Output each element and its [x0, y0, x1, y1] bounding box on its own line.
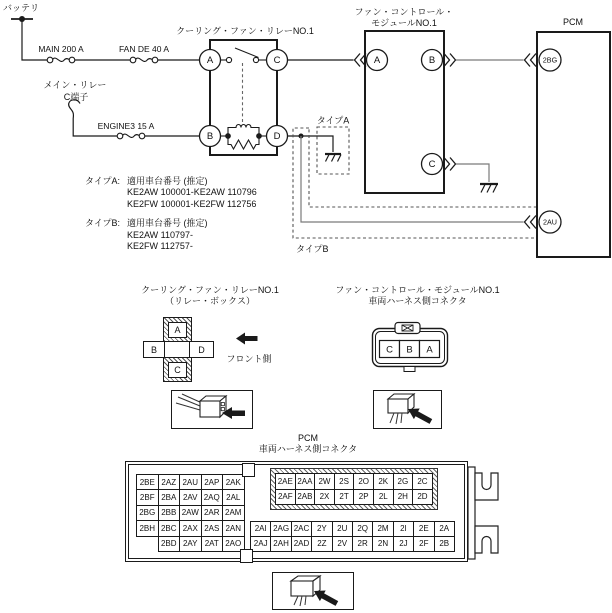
relay-socket-b: B: [143, 341, 165, 358]
applicability-notes: [85, 176, 257, 260]
main-relay-label-line1: メイン・リレー: [43, 80, 107, 90]
relay-socket-d: D: [189, 341, 214, 358]
cooling-fan-relay-box: [200, 40, 288, 155]
pin-2be: 2BE: [137, 475, 159, 490]
pin-2j: 2J: [393, 536, 413, 551]
pin-2bh: 2BH: [137, 521, 159, 536]
pin-2a: 2A: [434, 522, 454, 537]
pin-2bb: 2BB: [158, 505, 180, 520]
module-pin-a-label: A: [426, 344, 433, 356]
module-inspection-illustration: [373, 390, 442, 429]
pin-blank: [137, 536, 159, 551]
pin-2g: 2G: [393, 474, 413, 490]
pin-2bd: 2BD: [158, 536, 180, 551]
front-direction-arrow-icon: [236, 332, 258, 345]
pcm-top-right-pin-grid: [275, 473, 433, 505]
fuse-fan-label: FAN DE 40 A: [118, 44, 170, 54]
pin-2z: 2Z: [312, 536, 332, 551]
type-a-note-line1: 適用車台番号 (推定): [127, 176, 208, 186]
module-pin-c-label: C: [386, 344, 393, 356]
type-a-note: [85, 176, 257, 210]
pcm-frame-bottom-key-tab: [240, 549, 253, 563]
module-terminal-b-label: B: [428, 55, 436, 67]
pin-2w: 2W: [315, 474, 335, 490]
type-b-note-line2: KE2AW 110797-: [127, 229, 194, 240]
type-a-label: タイプA: [316, 115, 350, 126]
pin-2ag: 2AG: [271, 522, 291, 537]
pin-2bc: 2BC: [158, 521, 180, 536]
main-relay-label-line2: C端子: [63, 92, 89, 102]
pin-2ad: 2AD: [291, 536, 311, 551]
fuse-main-200a: [47, 57, 130, 63]
module-pin-b-label: B: [406, 344, 413, 356]
relay-socket-center: [164, 341, 190, 358]
pin-2m: 2M: [373, 522, 393, 537]
pcm-left-pin-grid: [136, 474, 245, 552]
battery-label: バッテリ: [3, 3, 40, 13]
front-side-label: フロント側: [226, 354, 272, 364]
pin-2s: 2S: [334, 474, 354, 490]
pin-2e: 2E: [414, 522, 434, 537]
pcm-inspection-illustration: [272, 572, 354, 610]
pin-2af: 2AF: [276, 489, 296, 505]
module-terminal-c-label: C: [428, 159, 436, 171]
pin-2ah: 2AH: [271, 536, 291, 551]
module-connector-sketch: [374, 391, 439, 426]
pin-2c: 2C: [413, 474, 433, 490]
pin-2q: 2Q: [352, 522, 372, 537]
module-connector-drawing: [368, 320, 452, 376]
fuse-fan-de-40a: [130, 57, 199, 63]
module-terminal-a-label: A: [373, 55, 381, 67]
type-b-label: タイプB: [296, 244, 329, 254]
pin-2aw: 2AW: [180, 505, 202, 520]
pcm-connector-side-tabs: [466, 462, 502, 564]
relay-box-view-title-line1: クーリング・ファン・リレーNO.1: [141, 285, 279, 295]
pcm-connector-title-line2: 車両ハーネス側コネクタ: [258, 444, 358, 454]
pin-2ay: 2AY: [180, 536, 202, 551]
wire-relayD-branch: [288, 136, 334, 152]
pin-2h: 2H: [393, 489, 413, 505]
module-connector-view-title: [325, 285, 510, 307]
relay-inspection-illustration: [171, 390, 253, 429]
pcm-connector-title-line1: PCM: [298, 433, 318, 443]
wire-moduleC-to-ground: [456, 164, 489, 182]
pin-2i: 2I: [393, 522, 413, 537]
module-connector-title-line1: ファン・コントロール・モジュールNO.1: [335, 285, 500, 295]
relay-box-view-title-line2: （リレー・ボックス）: [165, 296, 255, 306]
relay-socket-c: C: [168, 362, 187, 378]
pin-2at: 2AT: [201, 536, 223, 551]
pin-2an: 2AN: [223, 521, 245, 536]
pin-2k: 2K: [373, 474, 393, 490]
pcm-terminal-2au-label: 2AU: [543, 217, 557, 227]
pin-2ar: 2AR: [201, 505, 223, 520]
pcm-box: [537, 32, 610, 257]
relay-terminal-d-label: D: [273, 131, 281, 143]
pin-2av: 2AV: [180, 490, 202, 505]
pin-2u: 2U: [332, 522, 352, 537]
pin-2al: 2AL: [223, 490, 245, 505]
fuse-main-label: MAIN 200 A: [38, 44, 84, 54]
type-a-note-line2: KE2AW 100001-KE2AW 110796: [127, 187, 257, 198]
connector-bottom-tab: [404, 367, 415, 372]
relay-box-view-title: [100, 285, 320, 307]
pin-2ba: 2BA: [158, 490, 180, 505]
latch-bowtie-mark: [402, 325, 413, 331]
pin-2t: 2T: [334, 489, 354, 505]
fan-module-title-line1: ファン・コントロール・: [354, 7, 454, 17]
type-b-note-heading: タイプB:: [85, 218, 121, 229]
pin-2aa: 2AA: [295, 474, 315, 490]
relay-connector-sketch: [172, 391, 250, 426]
pcm-bottom-right-pin-grid: [250, 521, 455, 552]
pin-2ap: 2AP: [201, 475, 223, 490]
pin-2ac: 2AC: [291, 522, 311, 537]
type-b-note-line3: KE2FW 112757-: [127, 241, 193, 252]
pin-2ae: 2AE: [276, 474, 296, 490]
pin-2bg: 2BG: [137, 505, 159, 520]
relay-socket-a: A: [168, 322, 187, 338]
pcm-connector-view-title: [208, 433, 408, 455]
type-a-note-line3: KE2FW 100001-KE2FW 112756: [127, 198, 257, 209]
pin-2aq: 2AQ: [201, 490, 223, 505]
pcm-top-right-highlight-frame: [270, 468, 438, 510]
pin-2p: 2P: [354, 489, 374, 505]
relay-terminal-a-label: A: [206, 55, 214, 67]
pin-2y: 2Y: [312, 522, 332, 537]
type-a-ground-symbol: [325, 154, 341, 162]
pin-2ab: 2AB: [295, 489, 315, 505]
pin-2ax: 2AX: [180, 521, 202, 536]
inspection-arrow-icon: [408, 409, 432, 424]
pcm-connector-sketch: [273, 573, 351, 607]
pin-2au: 2AU: [180, 475, 202, 490]
pin-2az: 2AZ: [158, 475, 180, 490]
pin-2o: 2O: [354, 474, 374, 490]
type-a-note-heading: タイプA:: [85, 176, 121, 186]
pin-2ai: 2AI: [251, 522, 271, 537]
type-b-note-line1: 適用車台番号 (推定): [127, 218, 208, 229]
fan-module-title-line2: モジュールNO.1: [371, 18, 437, 28]
pin-2aj: 2AJ: [251, 536, 271, 551]
pin-2ao: 2AO: [223, 536, 245, 551]
module-c-ground-symbol: [480, 184, 498, 193]
fan-control-module-box: [365, 31, 444, 193]
module-connector-title-line2: 車両ハーネス側コネクタ: [368, 296, 467, 306]
pin-2r: 2R: [352, 536, 372, 551]
cooling-fan-relay-title: クーリング・ファン・リレーNO.1: [176, 26, 314, 36]
pin-2as: 2AS: [201, 521, 223, 536]
type-b-note: [85, 218, 257, 252]
pin-2bf: 2BF: [137, 490, 159, 505]
pin-2n: 2N: [373, 536, 393, 551]
fuse-engine3-15a: [117, 133, 199, 139]
pin-2l: 2L: [373, 489, 393, 505]
relay-terminal-b-label: B: [206, 131, 214, 143]
pin-2ak: 2AK: [223, 475, 245, 490]
pin-2v: 2V: [332, 536, 352, 551]
pin-2am: 2AM: [223, 505, 245, 520]
pin-2d: 2D: [413, 489, 433, 505]
pin-2b: 2B: [434, 536, 454, 551]
pin-2x: 2X: [315, 489, 335, 505]
fuse-engine-label: ENGINE3 15 A: [97, 121, 155, 131]
pcm-terminal-2bg-label: 2BG: [542, 55, 558, 65]
pin-2f: 2F: [414, 536, 434, 551]
relay-terminal-c-label: C: [273, 55, 281, 67]
inspection-arrow-icon: [314, 591, 338, 606]
pcm-frame-top-key-tab: [242, 463, 255, 477]
pcm-label: PCM: [563, 17, 583, 27]
